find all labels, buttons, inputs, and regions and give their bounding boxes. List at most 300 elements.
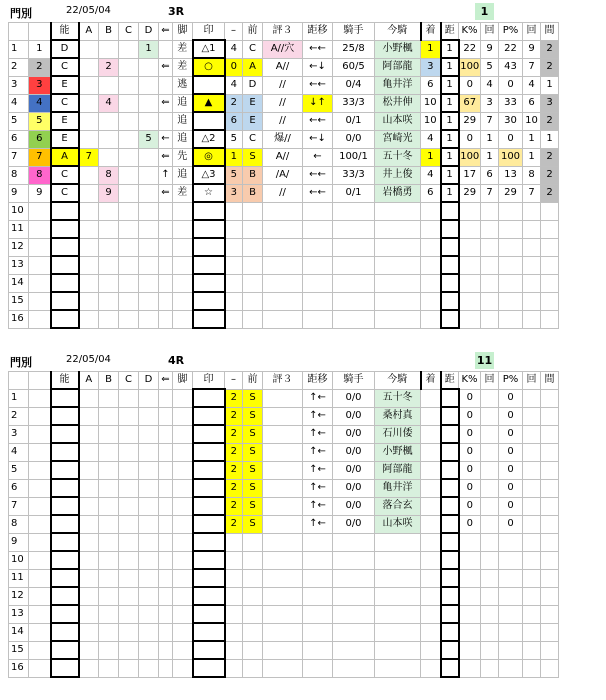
hyo-cell: A// [263,148,303,166]
venue-label: 門別 [10,7,32,20]
d-cell [139,533,159,551]
nou-cell: E [51,130,79,148]
mae-cell: C [243,40,263,58]
c-cell [119,623,139,641]
sa-cell [225,274,243,292]
shirushi-cell [193,202,225,220]
kai2-cell [523,587,541,605]
dist-cell: 1 [441,76,459,94]
chaku-cell [421,238,441,256]
mae-cell: E [243,112,263,130]
d-cell [139,605,159,623]
dist-cell [441,533,459,551]
column-header: 脚 [173,372,193,390]
kyo-cell: ↑← [303,443,333,461]
chaku-cell [421,461,441,479]
k-cell [459,605,481,623]
d-cell [139,310,159,328]
waku-cell [29,220,51,238]
arr-cell: ⇐ [159,58,173,76]
k-cell: 0 [459,515,481,533]
kai-cell: 4 [481,76,499,94]
kishu-cell: 0/0 [333,130,375,148]
shirushi-cell: ○ [193,58,225,76]
mae-cell: S [243,479,263,497]
dist-cell: 1 [441,112,459,130]
header-blank [9,372,29,390]
hyo-cell: A//穴 [263,40,303,58]
k-cell [459,569,481,587]
kishu-cell: 33/3 [333,94,375,112]
a-cell [79,76,99,94]
kai2-cell [523,310,541,328]
b-cell [99,623,119,641]
kyo-cell: ↑← [303,389,333,407]
d-cell [139,551,159,569]
kai-cell [481,623,499,641]
ima-cell: 桑村真 [375,407,421,425]
row-number: 8 [9,515,29,533]
mae-cell: S [243,389,263,407]
row-number: 5 [9,112,29,130]
kyaku-cell [173,569,193,587]
kai2-cell [523,292,541,310]
b-cell [99,130,119,148]
d-cell [139,220,159,238]
column-header: – [225,372,243,390]
a-cell [79,533,99,551]
date-label: 22/05/04 [66,5,111,16]
kyo-cell: ↑← [303,497,333,515]
nou-cell [51,256,79,274]
ima-cell: 阿部龍 [375,58,421,76]
ima-cell [375,641,421,659]
shirushi-cell [193,425,225,443]
mae-cell [243,569,263,587]
d-cell [139,497,159,515]
kan-cell [541,256,559,274]
dist-cell [441,551,459,569]
sa-cell [225,605,243,623]
hyo-cell: 爆// [263,130,303,148]
b-cell [99,202,119,220]
kishu-cell [333,202,375,220]
mae-cell [243,256,263,274]
dist-cell [441,497,459,515]
kai2-cell [523,515,541,533]
kan-cell [541,605,559,623]
k-cell [459,551,481,569]
p-cell: 0 [499,425,523,443]
kai-cell [481,443,499,461]
row-number: 14 [9,623,29,641]
p-cell: 0 [499,461,523,479]
d-cell [139,569,159,587]
row-number: 4 [9,94,29,112]
column-header: 回 [481,23,499,41]
p-cell: 0 [499,389,523,407]
kai-cell [481,587,499,605]
p-cell [499,623,523,641]
b-cell: 2 [99,58,119,76]
kai2-cell [523,220,541,238]
kan-cell: 2 [541,40,559,58]
kishu-cell: 60/5 [333,58,375,76]
sa-cell: 2 [225,443,243,461]
column-header: 前 [243,23,263,41]
row-number: 2 [9,407,29,425]
k-cell [459,533,481,551]
ima-cell [375,605,421,623]
ima-cell [375,551,421,569]
d-cell [139,659,159,677]
sa-cell: 2 [225,515,243,533]
hyo-cell: /A/ [263,166,303,184]
ima-cell: 阿部龍 [375,461,421,479]
a-cell [79,112,99,130]
mae-cell [243,659,263,677]
b-cell [99,112,119,130]
row-number: 2 [9,58,29,76]
ima-cell: 亀井洋 [375,76,421,94]
c-cell [119,238,139,256]
kai-cell [481,533,499,551]
shirushi-cell [193,274,225,292]
kai2-cell [523,551,541,569]
ima-cell: 松井伸 [375,94,421,112]
kyo-cell: ←← [303,76,333,94]
kai-cell [481,238,499,256]
dist-cell [441,479,459,497]
kyo-cell: ←← [303,166,333,184]
a-cell [79,184,99,202]
kai-cell [481,515,499,533]
ima-cell: 井上俊 [375,166,421,184]
row-number: 16 [9,659,29,677]
kan-cell: 3 [541,94,559,112]
kan-cell: 2 [541,166,559,184]
hyo-cell: // [263,94,303,112]
a-cell [79,623,99,641]
table-row [9,443,559,461]
kai-cell [481,425,499,443]
kishu-cell: 0/0 [333,443,375,461]
waku-cell: 1 [29,40,51,58]
kyo-cell: ↓↑ [303,94,333,112]
nou-cell [51,659,79,677]
kishu-cell [333,587,375,605]
shirushi-cell [193,76,225,94]
column-header: K% [459,23,481,41]
c-cell [119,76,139,94]
k-cell: 22 [459,40,481,58]
kyaku-cell [173,479,193,497]
waku-cell: 5 [29,112,51,130]
d-cell [139,76,159,94]
k-cell [459,220,481,238]
kan-cell: 1 [541,130,559,148]
a-cell [79,641,99,659]
arr-cell: ⇐ [159,184,173,202]
hyo-cell [263,479,303,497]
waku-cell [29,310,51,328]
kishu-cell: 0/0 [333,479,375,497]
table-row [9,425,559,443]
sa-cell: 4 [225,40,243,58]
a-cell [79,292,99,310]
k-cell [459,641,481,659]
waku-cell [29,274,51,292]
table-row [9,202,559,220]
mae-cell: S [243,443,263,461]
shirushi-cell [193,533,225,551]
waku-cell [29,407,51,425]
ima-cell [375,569,421,587]
column-header: 前 [243,372,263,390]
k-cell: 100 [459,148,481,166]
kyaku-cell: 差 [173,58,193,76]
kai-cell [481,389,499,407]
hyo-cell [263,310,303,328]
kyo-cell [303,202,333,220]
ima-cell: 五十冬 [375,389,421,407]
dist-cell [441,659,459,677]
k-cell [459,659,481,677]
kan-cell: 2 [541,184,559,202]
kyo-cell: ← [303,148,333,166]
sa-cell [225,623,243,641]
b-cell [99,551,119,569]
shirushi-cell: △1 [193,40,225,58]
kyaku-cell [173,292,193,310]
ima-cell: 小野楓 [375,40,421,58]
k-cell [459,202,481,220]
arr-cell [159,533,173,551]
ima-cell [375,587,421,605]
kishu-cell [333,569,375,587]
kai2-cell: 6 [523,94,541,112]
k-cell: 100 [459,58,481,76]
b-cell [99,641,119,659]
row-number: 7 [9,148,29,166]
dist-cell [441,605,459,623]
kyaku-cell [173,623,193,641]
d-cell [139,461,159,479]
row-number: 3 [9,425,29,443]
row-number: 15 [9,292,29,310]
column-header: A [79,23,99,41]
mae-cell: S [243,461,263,479]
table-row [9,479,559,497]
table-row [9,605,559,623]
shirushi-cell [193,515,225,533]
mae-cell [243,587,263,605]
arr-cell [159,76,173,94]
d-cell [139,184,159,202]
sa-cell [225,587,243,605]
ima-cell: 山本咲 [375,112,421,130]
arr-cell: ← [159,130,173,148]
k-cell [459,623,481,641]
mae-cell [243,238,263,256]
hyo-cell [263,202,303,220]
kyaku-cell [173,274,193,292]
p-cell [499,551,523,569]
kyaku-cell: 追 [173,112,193,130]
kan-cell [541,389,559,407]
b-cell: 9 [99,184,119,202]
column-header: B [99,372,119,390]
arr-cell [159,551,173,569]
p-cell [499,256,523,274]
kishu-cell [333,623,375,641]
kan-cell [541,659,559,677]
sa-cell: 2 [225,461,243,479]
c-cell [119,166,139,184]
column-header: A [79,372,99,390]
kyo-cell [303,605,333,623]
mae-cell [243,310,263,328]
d-cell [139,238,159,256]
kan-cell [541,202,559,220]
c-cell [119,659,139,677]
race-number: 3R [168,5,185,18]
c-cell [119,94,139,112]
sa-cell [225,533,243,551]
nou-cell [51,587,79,605]
kyaku-cell [173,515,193,533]
d-cell [139,202,159,220]
kyo-cell: ↑← [303,407,333,425]
waku-cell [29,461,51,479]
distance-badge: 1 [475,3,494,20]
nou-cell [51,623,79,641]
d-cell [139,515,159,533]
row-number: 1 [9,40,29,58]
k-cell: 67 [459,94,481,112]
sa-cell [225,238,243,256]
c-cell [119,551,139,569]
kai2-cell [523,256,541,274]
hyo-cell [263,551,303,569]
shirushi-cell [193,461,225,479]
mae-cell [243,623,263,641]
chaku-cell: 10 [421,94,441,112]
arr-cell [159,605,173,623]
ima-cell [375,659,421,677]
nou-cell: C [51,166,79,184]
kai-cell [481,274,499,292]
shirushi-cell: △3 [193,166,225,184]
sa-cell: 2 [225,407,243,425]
chaku-cell: 4 [421,166,441,184]
row-number: 6 [9,479,29,497]
dist-cell [441,641,459,659]
a-cell [79,310,99,328]
chaku-cell [421,605,441,623]
arr-cell [159,238,173,256]
c-cell [119,587,139,605]
kai2-cell [523,497,541,515]
column-header: 間 [541,23,559,41]
kishu-cell [333,551,375,569]
dist-cell: 1 [441,166,459,184]
race-table-4r [8,371,559,678]
column-header: 能 [51,372,79,390]
column-header: ⇐ [159,372,173,390]
hyo-cell [263,659,303,677]
kan-cell [541,641,559,659]
hyo-cell [263,641,303,659]
d-cell [139,256,159,274]
chaku-cell: 6 [421,184,441,202]
sa-cell: 2 [225,497,243,515]
ima-cell [375,220,421,238]
mae-cell: S [243,425,263,443]
arr-cell: ↑ [159,166,173,184]
kai2-cell [523,202,541,220]
nou-cell: C [51,184,79,202]
table-row [9,58,559,76]
sa-cell: 4 [225,76,243,94]
kyaku-cell [173,238,193,256]
nou-cell [51,551,79,569]
b-cell [99,659,119,677]
table-row [9,551,559,569]
row-number: 10 [9,202,29,220]
d-cell: 5 [139,130,159,148]
mae-cell [243,220,263,238]
chaku-cell [421,220,441,238]
table-row [9,238,559,256]
d-cell [139,623,159,641]
kan-cell: 2 [541,58,559,76]
c-cell [119,605,139,623]
sa-cell [225,551,243,569]
sa-cell: 2 [225,479,243,497]
c-cell [119,515,139,533]
nou-cell: D [51,40,79,58]
nou-cell: E [51,112,79,130]
waku-cell [29,551,51,569]
kai-cell: 7 [481,184,499,202]
kishu-cell [333,310,375,328]
kan-cell [541,220,559,238]
kai-cell [481,256,499,274]
c-cell [119,220,139,238]
chaku-cell [421,389,441,407]
kan-cell [541,623,559,641]
dist-cell [441,425,459,443]
c-cell [119,641,139,659]
kai2-cell [523,461,541,479]
kyo-cell [303,569,333,587]
chaku-cell [421,587,441,605]
kai-cell: 9 [481,40,499,58]
b-cell [99,256,119,274]
kyaku-cell: 追 [173,94,193,112]
kai2-cell [523,569,541,587]
ima-cell [375,256,421,274]
kai-cell [481,497,499,515]
nou-cell [51,515,79,533]
arr-cell [159,461,173,479]
chaku-cell [421,425,441,443]
p-cell: 100 [499,148,523,166]
arr-cell [159,569,173,587]
p-cell [499,605,523,623]
dist-cell [441,310,459,328]
